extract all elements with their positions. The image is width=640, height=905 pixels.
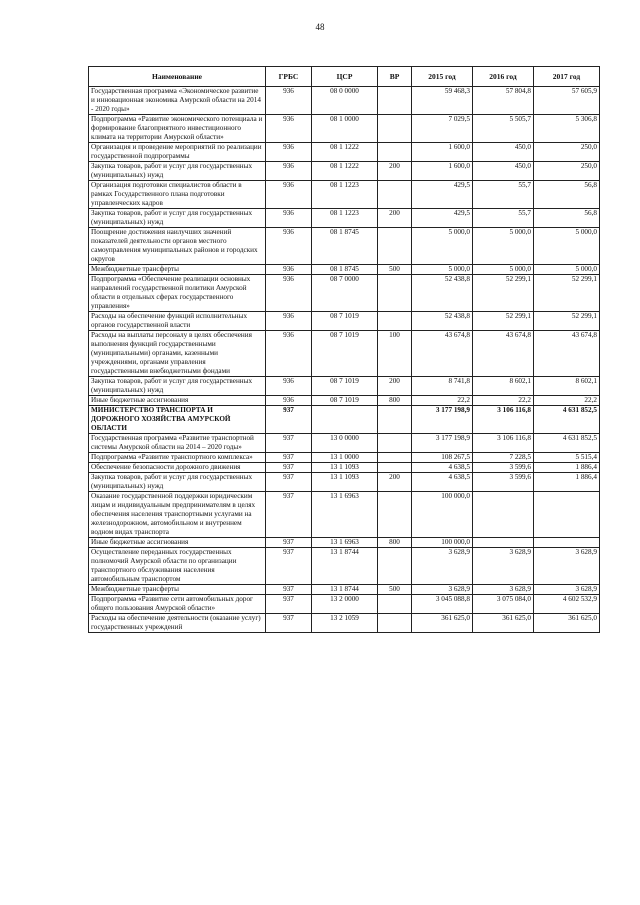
row-name: Поощрение достижения наилучших значений показателей деятельности органов местного самоуправления муниципальных районов и городских округов: [89, 228, 266, 265]
table-row: [89, 115, 600, 143]
row-grbs: 937: [266, 548, 312, 585]
row-grbs: 936: [266, 228, 312, 265]
row-value-2016: 3 075 084,0: [473, 595, 534, 614]
row-value-2015: 361 625,0: [412, 614, 473, 633]
row-name: Организация и проведение мероприятий по реализации государственной подпрограммы: [89, 143, 266, 162]
row-value-2017: [534, 492, 600, 538]
row-grbs: 936: [266, 275, 312, 312]
budget-table: [88, 66, 600, 633]
row-grbs: 937: [266, 614, 312, 633]
row-vr: 200: [378, 473, 412, 492]
row-value-2015: 1 600,0: [412, 143, 473, 162]
row-value-2017: 8 602,1: [534, 377, 600, 396]
row-value-2016: 43 674,8: [473, 331, 534, 377]
table-row: [89, 473, 600, 492]
header-vr: ВР: [378, 67, 412, 87]
row-name: Подпрограмма «Обеспечение реализации основных направлений государственной политики Амурской области в отдельных сферах государственного управления»: [89, 275, 266, 312]
row-name: Оказание государственной поддержки юридическим лицам и индивидуальным предпринимателям в целях обеспечения населения транспортными услугами на железнодорожном, автомобильном и внутреннем водном видах транспорта: [89, 492, 266, 538]
table-row: [89, 548, 600, 585]
row-grbs: 937: [266, 585, 312, 595]
table-row: [89, 538, 600, 548]
row-value-2016: 3 106 116,8: [473, 434, 534, 453]
row-value-2017: 22,2: [534, 396, 600, 406]
row-csr: 08 7 0000: [312, 275, 378, 312]
row-name: МИНИСТЕРСТВО ТРАНСПОРТА И ДОРОЖНОГО ХОЗЯЙСТВА АМУРСКОЙ ОБЛАСТИ: [89, 406, 266, 434]
row-grbs: 937: [266, 463, 312, 473]
row-value-2015: 3 177 198,9: [412, 434, 473, 453]
table-row: [89, 228, 600, 265]
row-value-2017: 361 625,0: [534, 614, 600, 633]
row-grbs: 937: [266, 492, 312, 538]
table-row: [89, 87, 600, 115]
row-value-2017: 5 000,0: [534, 265, 600, 275]
row-name: Подпрограмма «Развитие экономического потенциала и формирование благоприятного инвестиционного климата на территории Амурской области»: [89, 115, 266, 143]
row-grbs: 936: [266, 143, 312, 162]
row-value-2017: 5 000,0: [534, 228, 600, 265]
row-value-2017: 56,8: [534, 181, 600, 209]
table-row: [89, 265, 600, 275]
row-name: Закупка товаров, работ и услуг для государственных (муниципальных) нужд: [89, 162, 266, 181]
row-csr: 08 7 1019: [312, 331, 378, 377]
row-value-2015: 429,5: [412, 209, 473, 228]
row-value-2015: 3 628,9: [412, 585, 473, 595]
row-value-2017: 4 631 852,5: [534, 406, 600, 434]
row-value-2016: 55,7: [473, 209, 534, 228]
row-value-2015: 3 045 088,8: [412, 595, 473, 614]
row-grbs: 936: [266, 331, 312, 377]
table-row: [89, 275, 600, 312]
row-value-2015: 4 638,5: [412, 473, 473, 492]
row-value-2015: 5 000,0: [412, 265, 473, 275]
row-csr: 08 1 1223: [312, 181, 378, 209]
row-csr: 13 1 0000: [312, 453, 378, 463]
row-vr: [378, 228, 412, 265]
row-name: Закупка товаров, работ и услуг для государственных (муниципальных) нужд: [89, 209, 266, 228]
row-value-2017: 4 631 852,5: [534, 434, 600, 453]
row-name: Подпрограмма «Развитие транспортного комплекса»: [89, 453, 266, 463]
table-row: [89, 396, 600, 406]
row-value-2015: 5 000,0: [412, 228, 473, 265]
row-name: Закупка товаров, работ и услуг для государственных (муниципальных) нужд: [89, 377, 266, 396]
row-csr: 13 2 1059: [312, 614, 378, 633]
row-vr: [378, 434, 412, 453]
row-value-2015: 1 600,0: [412, 162, 473, 181]
row-name: Иные бюджетные ассигнования: [89, 396, 266, 406]
row-value-2015: 3 628,9: [412, 548, 473, 585]
row-csr: 13 1 1093: [312, 463, 378, 473]
row-name: Организация подготовки специалистов области в рамках Государственного плана подготовки управленческих кадров: [89, 181, 266, 209]
row-csr: 13 2 0000: [312, 595, 378, 614]
row-grbs: 936: [266, 209, 312, 228]
table-row: [89, 162, 600, 181]
table-row: [89, 406, 600, 434]
row-value-2017: 250,0: [534, 143, 600, 162]
row-value-2016: 52 299,1: [473, 312, 534, 331]
row-vr: 500: [378, 265, 412, 275]
table-row: [89, 492, 600, 538]
row-value-2017: 5 515,4: [534, 453, 600, 463]
row-vr: 100: [378, 331, 412, 377]
row-vr: 200: [378, 377, 412, 396]
header-2016: 2016 год: [473, 67, 534, 87]
row-value-2017: 1 886,4: [534, 463, 600, 473]
row-csr: [312, 406, 378, 434]
header-name: Наименование: [89, 67, 266, 87]
row-name: Осуществление переданных государственных полномочий Амурской области по организации транспортного обслуживания населения автомобильным транспортом: [89, 548, 266, 585]
row-value-2016: 3 106 116,8: [473, 406, 534, 434]
row-value-2017: 250,0: [534, 162, 600, 181]
row-name: Иные бюджетные ассигнования: [89, 538, 266, 548]
header-2017: 2017 год: [534, 67, 600, 87]
table-row: [89, 331, 600, 377]
row-vr: [378, 406, 412, 434]
row-value-2017: 56,8: [534, 209, 600, 228]
row-name: Государственная программа «Экономическое развитие и инновационная экономика Амурской области на 2014 - 2020 годы»: [89, 87, 266, 115]
row-grbs: 937: [266, 538, 312, 548]
row-vr: [378, 143, 412, 162]
row-csr: 08 7 1019: [312, 377, 378, 396]
row-value-2017: 52 299,1: [534, 275, 600, 312]
row-csr: 13 1 6963: [312, 492, 378, 538]
row-grbs: 937: [266, 453, 312, 463]
table-row: [89, 595, 600, 614]
row-csr: 08 7 1019: [312, 312, 378, 331]
row-vr: [378, 492, 412, 538]
row-grbs: 936: [266, 265, 312, 275]
row-grbs: 936: [266, 162, 312, 181]
row-value-2015: 4 638,5: [412, 463, 473, 473]
row-vr: [378, 87, 412, 115]
row-name: Расходы на обеспечение деятельности (оказание услуг) государственных учреждений: [89, 614, 266, 633]
header-grbs: ГРБС: [266, 67, 312, 87]
row-vr: [378, 548, 412, 585]
row-grbs: 936: [266, 396, 312, 406]
row-csr: 08 1 0000: [312, 115, 378, 143]
table-row: [89, 453, 600, 463]
row-csr: 08 1 1222: [312, 162, 378, 181]
row-grbs: 936: [266, 87, 312, 115]
row-vr: [378, 614, 412, 633]
row-value-2016: 5 505,7: [473, 115, 534, 143]
table-row: [89, 312, 600, 331]
row-value-2015: 22,2: [412, 396, 473, 406]
row-name: Межбюджетные трансферты: [89, 585, 266, 595]
row-value-2017: 3 628,9: [534, 585, 600, 595]
row-vr: [378, 312, 412, 331]
row-value-2015: 59 468,3: [412, 87, 473, 115]
row-vr: 800: [378, 396, 412, 406]
row-grbs: 937: [266, 434, 312, 453]
table-row: [89, 434, 600, 453]
row-csr: 13 1 8744: [312, 548, 378, 585]
row-vr: [378, 595, 412, 614]
row-grbs: 936: [266, 181, 312, 209]
header-csr: ЦСР: [312, 67, 378, 87]
row-value-2017: 5 306,8: [534, 115, 600, 143]
row-grbs: 937: [266, 595, 312, 614]
row-value-2015: 100 000,0: [412, 492, 473, 538]
row-value-2016: 3 599,6: [473, 463, 534, 473]
row-value-2015: 52 438,8: [412, 312, 473, 331]
table-header-row: [89, 67, 600, 87]
row-value-2017: 1 886,4: [534, 473, 600, 492]
row-value-2016: 450,0: [473, 162, 534, 181]
row-value-2016: 5 000,0: [473, 265, 534, 275]
row-vr: 500: [378, 585, 412, 595]
table-row: [89, 181, 600, 209]
row-csr: 08 1 8745: [312, 228, 378, 265]
row-value-2015: 100 000,0: [412, 538, 473, 548]
row-value-2016: [473, 492, 534, 538]
row-vr: [378, 115, 412, 143]
row-value-2015: 43 674,8: [412, 331, 473, 377]
row-vr: [378, 275, 412, 312]
table-row: [89, 377, 600, 396]
row-csr: 08 7 1019: [312, 396, 378, 406]
row-vr: [378, 453, 412, 463]
row-value-2017: 3 628,9: [534, 548, 600, 585]
row-value-2016: [473, 538, 534, 548]
row-name: Расходы на обеспечение функций исполнительных органов государственной власти: [89, 312, 266, 331]
row-grbs: 937: [266, 473, 312, 492]
row-value-2016: 22,2: [473, 396, 534, 406]
row-grbs: 936: [266, 312, 312, 331]
row-csr: 13 0 0000: [312, 434, 378, 453]
row-value-2015: 3 177 198,9: [412, 406, 473, 434]
page-number: 48: [315, 22, 325, 32]
row-value-2016: 3 628,9: [473, 585, 534, 595]
row-csr: 13 1 6963: [312, 538, 378, 548]
row-name: Государственная программа «Развитие транспортной системы Амурской области на 2014 – 2020 годы»: [89, 434, 266, 453]
row-value-2017: 52 299,1: [534, 312, 600, 331]
row-vr: 200: [378, 209, 412, 228]
row-grbs: 937: [266, 406, 312, 434]
row-csr: 08 1 1222: [312, 143, 378, 162]
row-name: Закупка товаров, работ и услуг для государственных (муниципальных) нужд: [89, 473, 266, 492]
table-row: [89, 209, 600, 228]
row-value-2016: 3 628,9: [473, 548, 534, 585]
row-value-2016: 5 000,0: [473, 228, 534, 265]
row-value-2017: 57 605,9: [534, 87, 600, 115]
row-value-2015: 8 741,8: [412, 377, 473, 396]
row-vr: 200: [378, 162, 412, 181]
row-name: Обеспечение безопасности дорожного движения: [89, 463, 266, 473]
row-csr: 13 1 8744: [312, 585, 378, 595]
row-vr: [378, 181, 412, 209]
row-value-2015: 52 438,8: [412, 275, 473, 312]
row-value-2016: 8 602,1: [473, 377, 534, 396]
row-value-2016: 52 299,1: [473, 275, 534, 312]
row-grbs: 936: [266, 115, 312, 143]
row-value-2015: 7 029,5: [412, 115, 473, 143]
header-2015: 2015 год: [412, 67, 473, 87]
row-value-2016: 3 599,6: [473, 473, 534, 492]
row-value-2016: 7 228,5: [473, 453, 534, 463]
row-value-2016: 361 625,0: [473, 614, 534, 633]
row-value-2017: 43 674,8: [534, 331, 600, 377]
table-row: [89, 585, 600, 595]
row-value-2016: 57 804,8: [473, 87, 534, 115]
row-name: Межбюджетные трансферты: [89, 265, 266, 275]
row-vr: [378, 463, 412, 473]
row-name: Расходы на выплаты персоналу в целях обеспечения выполнения функций государственными (муниципальными) органами, казенными учреждениями, органами управления государственными внебюджетными фондами: [89, 331, 266, 377]
table-row: [89, 143, 600, 162]
row-name: Подпрограмма «Развитие сети автомобильных дорог общего пользования Амурской области»: [89, 595, 266, 614]
row-csr: 13 1 1093: [312, 473, 378, 492]
row-value-2015: 429,5: [412, 181, 473, 209]
table-row: [89, 614, 600, 633]
row-csr: 08 1 1223: [312, 209, 378, 228]
row-value-2017: [534, 538, 600, 548]
row-grbs: 936: [266, 377, 312, 396]
row-csr: 08 0 0000: [312, 87, 378, 115]
row-value-2017: 4 602 532,9: [534, 595, 600, 614]
row-csr: 08 1 8745: [312, 265, 378, 275]
table-row: [89, 463, 600, 473]
row-value-2015: 108 267,5: [412, 453, 473, 463]
row-value-2016: 55,7: [473, 181, 534, 209]
row-value-2016: 450,0: [473, 143, 534, 162]
table-body: [89, 87, 600, 633]
row-vr: 800: [378, 538, 412, 548]
